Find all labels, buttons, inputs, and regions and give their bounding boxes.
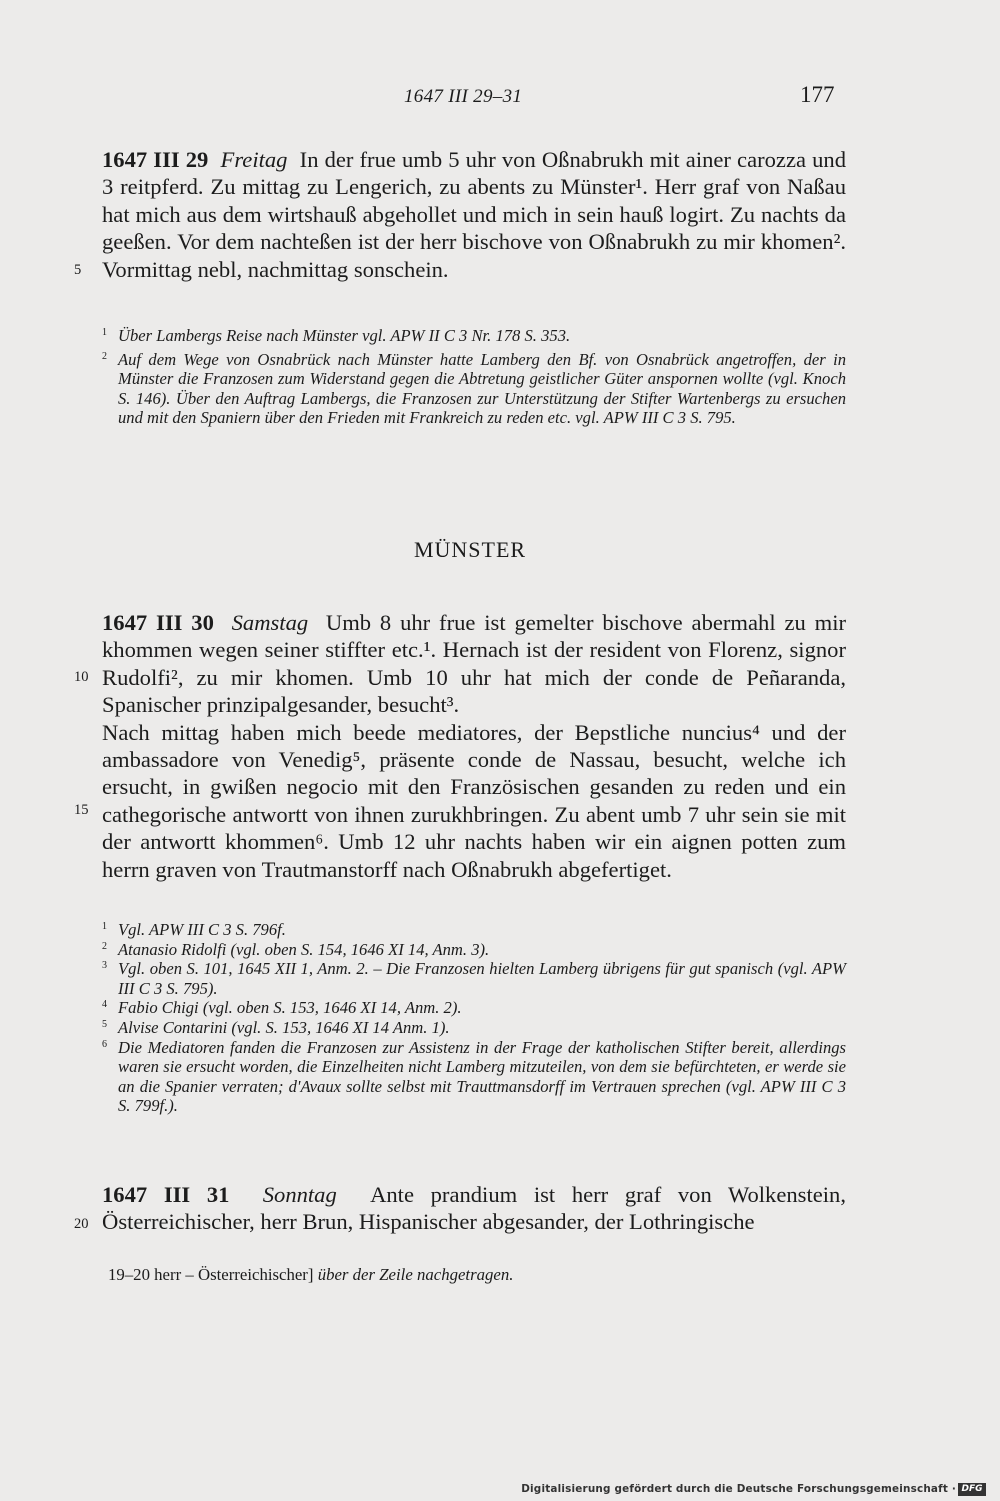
- entry-text: In der frue umb 5 uhr von Oßnabrukh mit ainer carozza und 3 reitpferd. Zu mittag zu Lengerich, zu abents zu Münster¹. Herr graf von Naßau hat mich aus dem wirtshauß abgehollet und mich in sein hauß logirt. Zu nachts da geeßen. Vor dem nachteßen ist der herr bischove von Oßnabrukh zu mir khomen². Vormittag nebl, nachmittag sonschein.: [102, 147, 846, 282]
- footnote-number: 2: [102, 940, 107, 952]
- footnote: [102, 998, 846, 1018]
- diary-entry-1647-iii-31: [102, 1181, 846, 1236]
- entry-text: Ante prandium ist herr graf von Wolkenstein, Österreichischer, herr Brun, Hispanischer abgesander, der Lothringische: [102, 1182, 846, 1235]
- footnotes-block-1: [102, 326, 846, 428]
- footnote-text: Alvise Contarini (vgl. S. 153, 1646 XI 14 Anm. 1).: [118, 1017, 450, 1037]
- footnote: [102, 326, 846, 346]
- margin-line-number: 20: [74, 1216, 89, 1232]
- entry-date: 1647 III 31: [102, 1182, 230, 1207]
- footnote: [102, 940, 846, 960]
- footnote: [102, 959, 846, 998]
- footnote-number: 4: [102, 999, 107, 1011]
- entry-weekday: Samstag: [231, 610, 309, 635]
- entry-paragraph: Nach mittag haben mich beede mediatores, der Bepstliche nuncius⁴ und der ambassadore von Venedig⁵, präsente conde de Nassau, besucht, welche ich ersucht, in gwißen negocio mit den Französischen gesanden zu reden und ein cathegorische antwortt von ihnen zurukhbringen. Zu abent umb 7 uhr sein sie mit der antwortt khommen⁶. Umb 12 uhr nachts haben wir ein aignen potten zum herrn graven von Trautmanstorff nach Oßnabrukh abgefertiget.: [102, 719, 846, 882]
- footnote-text: Die Mediatoren fanden die Franzosen zur Assistenz in der Frage der katholischen Stifter bereit, allerdings waren sie ersucht worden, die Einzelheiten nicht Lamberg mitzuteilen, von dem sie befürchteten, er werde sie an die Spanier verraten; d'Avaux sollte selbst mit Trauttmansdorff im Vertrauen sprechen (vgl. APW III C 3 S. 799f.).: [118, 1037, 846, 1116]
- footnote-number: 2: [102, 350, 107, 362]
- footnote-number: 6: [102, 1038, 107, 1050]
- entry-weekday: Sonntag: [262, 1182, 337, 1207]
- critical-apparatus: [108, 1265, 513, 1285]
- dfg-logo: DFG: [958, 1483, 986, 1496]
- footnote: [102, 1018, 846, 1038]
- footnote-text: Vgl. oben S. 101, 1645 XII 1, Anm. 2. – Die Franzosen hielten Lamberg übrigens für gut spanisch (vgl. APW III C 3 S. 795).: [118, 959, 846, 998]
- footnote-text: Vgl. APW III C 3 S. 796f.: [118, 920, 286, 939]
- footnote-number: 1: [102, 327, 107, 338]
- entry-paragraph: [102, 1181, 846, 1236]
- apparatus-note: über der Zeile nachgetragen.: [317, 1265, 514, 1284]
- footnote-number: 3: [102, 960, 107, 972]
- digitization-credit: Digitalisierung gefördert durch die Deutsche Forschungsgemeinschaft ·: [521, 1483, 956, 1495]
- margin-line-number: 5: [74, 262, 82, 278]
- running-head: 1647 III 29–31: [404, 86, 523, 107]
- footnote-text: Auf dem Wege von Osnabrück nach Münster hatte Lamberg den Bf. von Osnabrück angetroffen, der in Münster die Franzosen zum Widerstand gegen die Abtretung geistlicher Güter anspornen wollte (vgl. Knoch S. 146). Über den Auftrag Lambergs, die Franzosen zur Unterstützung der Stifter Wartenbergs zu ersuchen und mit den Spaniern über den Frieden mit Frankreich zu reden etc. vgl. APW III C 3 S. 795.: [118, 349, 846, 428]
- footnote-text: Fabio Chigi (vgl. oben S. 153, 1646 XI 14, Anm. 2).: [118, 998, 462, 1018]
- entry-paragraph: [102, 609, 846, 719]
- entry-date: 1647 III 30: [102, 610, 214, 635]
- entry-date: 1647 III 29: [102, 147, 209, 172]
- footnote-number: 1: [102, 921, 107, 932]
- section-heading: MÜNSTER: [413, 537, 527, 562]
- diary-entry-1647-iii-30: [102, 609, 846, 883]
- margin-line-number: 10: [74, 669, 89, 685]
- footnote: [102, 1038, 846, 1116]
- footnote-text: Atanasio Ridolfi (vgl. oben S. 154, 1646 XI 14, Anm. 3).: [118, 939, 490, 959]
- entry-text: Umb 8 uhr frue ist gemelter bischove abermahl zu mir khommen wegen seiner stiffter etc.¹. Hernach ist der resident von Florenz, signor Rudolfi², zu mir khomen. Umb 10 uhr hat mich der conde de Peñaranda, Spanischer prinzipalgesander, besucht³.: [102, 610, 847, 718]
- footnotes-block-2: [102, 920, 846, 1116]
- footnote-number: 5: [102, 1018, 107, 1030]
- margin-line-number: 15: [74, 802, 89, 818]
- entry-weekday: Freitag: [220, 147, 288, 172]
- footnote-text: Über Lambergs Reise nach Münster vgl. APW II C 3 Nr. 178 S. 353.: [118, 326, 571, 345]
- diary-entry-1647-iii-29: [102, 146, 846, 283]
- apparatus-lemma: 19–20 herr – Österreichischer]: [108, 1265, 314, 1284]
- entry-paragraph: [102, 146, 846, 283]
- footnote: [102, 920, 846, 940]
- page-number: 177: [800, 82, 835, 107]
- footnote: [102, 350, 846, 428]
